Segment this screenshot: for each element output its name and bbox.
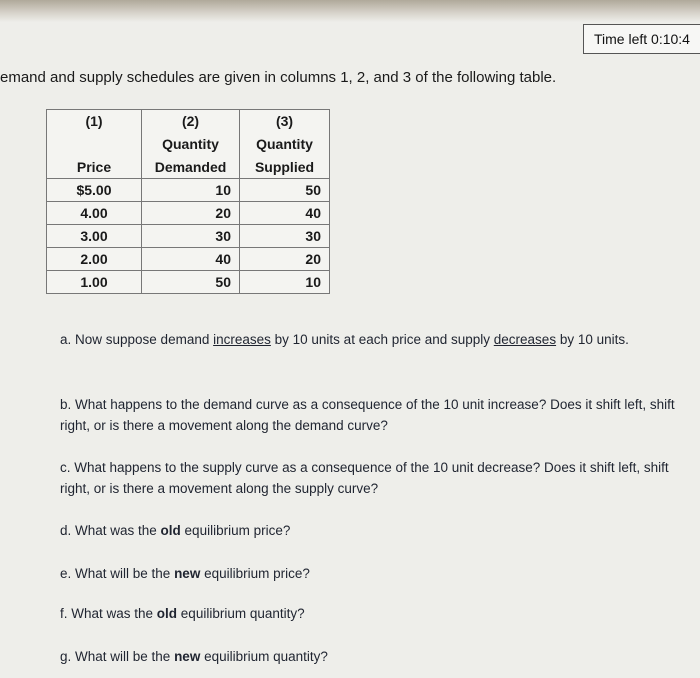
table-row <box>47 202 330 225</box>
table-row <box>47 271 330 294</box>
header-cell: Quantity <box>240 133 330 156</box>
table-header-row <box>47 156 330 179</box>
table-row <box>47 248 330 271</box>
question-e-bold: new <box>174 566 201 581</box>
supplied-cell: 20 <box>240 248 330 271</box>
table-header-row <box>47 133 330 156</box>
demanded-cell: 40 <box>142 248 240 271</box>
question-a-underline-increases: increases <box>213 332 271 347</box>
intro-text: emand and supply schedules are given in columns 1, 2, and 3 of the following table. <box>0 69 557 86</box>
question-f <box>60 603 305 624</box>
question-c: c. What happens to the supply curve as a consequence of the 10 unit decrease? Does it shift left, shift right, or is there a movement along the supply curve? <box>60 460 669 496</box>
col-number-3: (3) <box>240 110 330 133</box>
price-cell: 1.00 <box>47 271 142 294</box>
question-e-text-end: equilibrium price? <box>200 566 310 581</box>
price-cell: 3.00 <box>47 225 142 248</box>
col-number-2: (2) <box>142 110 240 133</box>
header-cell <box>47 133 142 156</box>
question-a-text-3: by 10 units. <box>556 332 629 347</box>
demanded-cell: 20 <box>142 202 240 225</box>
question-d-bold: old <box>160 523 181 538</box>
supplied-cell: 50 <box>240 179 330 202</box>
supplied-cell: 10 <box>240 271 330 294</box>
question-g-text-end: equilibrium quantity? <box>200 649 328 664</box>
col-number-1: (1) <box>47 110 142 133</box>
demanded-cell: 30 <box>142 225 240 248</box>
header-price: Price <box>47 156 142 179</box>
time-left-indicator <box>583 24 700 54</box>
question-a-text-1: a. Now suppose demand <box>60 332 214 347</box>
question-g-text: g. What will be the <box>60 649 175 664</box>
header-demanded: Demanded <box>142 156 240 179</box>
demanded-cell: 10 <box>142 179 240 202</box>
header-cell: Quantity <box>142 133 240 156</box>
question-a <box>46 329 691 350</box>
price-cell: 4.00 <box>47 202 142 225</box>
question-g <box>60 646 328 667</box>
schedule-table <box>46 109 330 294</box>
question-b: b. What happens to the demand curve as a consequence of the 10 unit increase? Does it shift left, shift right, or is there a movement along the demand curve? <box>60 397 675 433</box>
window-top-bar <box>0 0 700 22</box>
table-header-row <box>47 110 330 133</box>
price-cell: 2.00 <box>47 248 142 271</box>
question-d-text: d. What was the <box>60 523 161 538</box>
supplied-cell: 30 <box>240 225 330 248</box>
table-row <box>47 179 330 202</box>
question-d-text-end: equilibrium price? <box>180 523 291 538</box>
question-e-text: e. What will be the <box>60 566 175 581</box>
question-f-text-end: equilibrium quantity? <box>177 606 305 621</box>
price-cell: $5.00 <box>47 179 142 202</box>
question-f-text: f. What was the <box>60 606 157 621</box>
supplied-cell: 40 <box>240 202 330 225</box>
question-e <box>60 563 310 584</box>
time-left-label: Time left 0:10:4 <box>594 31 690 47</box>
demanded-cell: 50 <box>142 271 240 294</box>
header-supplied: Supplied <box>240 156 330 179</box>
question-a-underline-decreases: decreases <box>493 332 557 347</box>
question-a-text-2: by 10 units at each price and supply <box>270 332 494 347</box>
question-g-bold: new <box>174 649 201 664</box>
table-row <box>47 225 330 248</box>
question-d <box>60 520 290 541</box>
question-f-bold: old <box>156 606 178 621</box>
